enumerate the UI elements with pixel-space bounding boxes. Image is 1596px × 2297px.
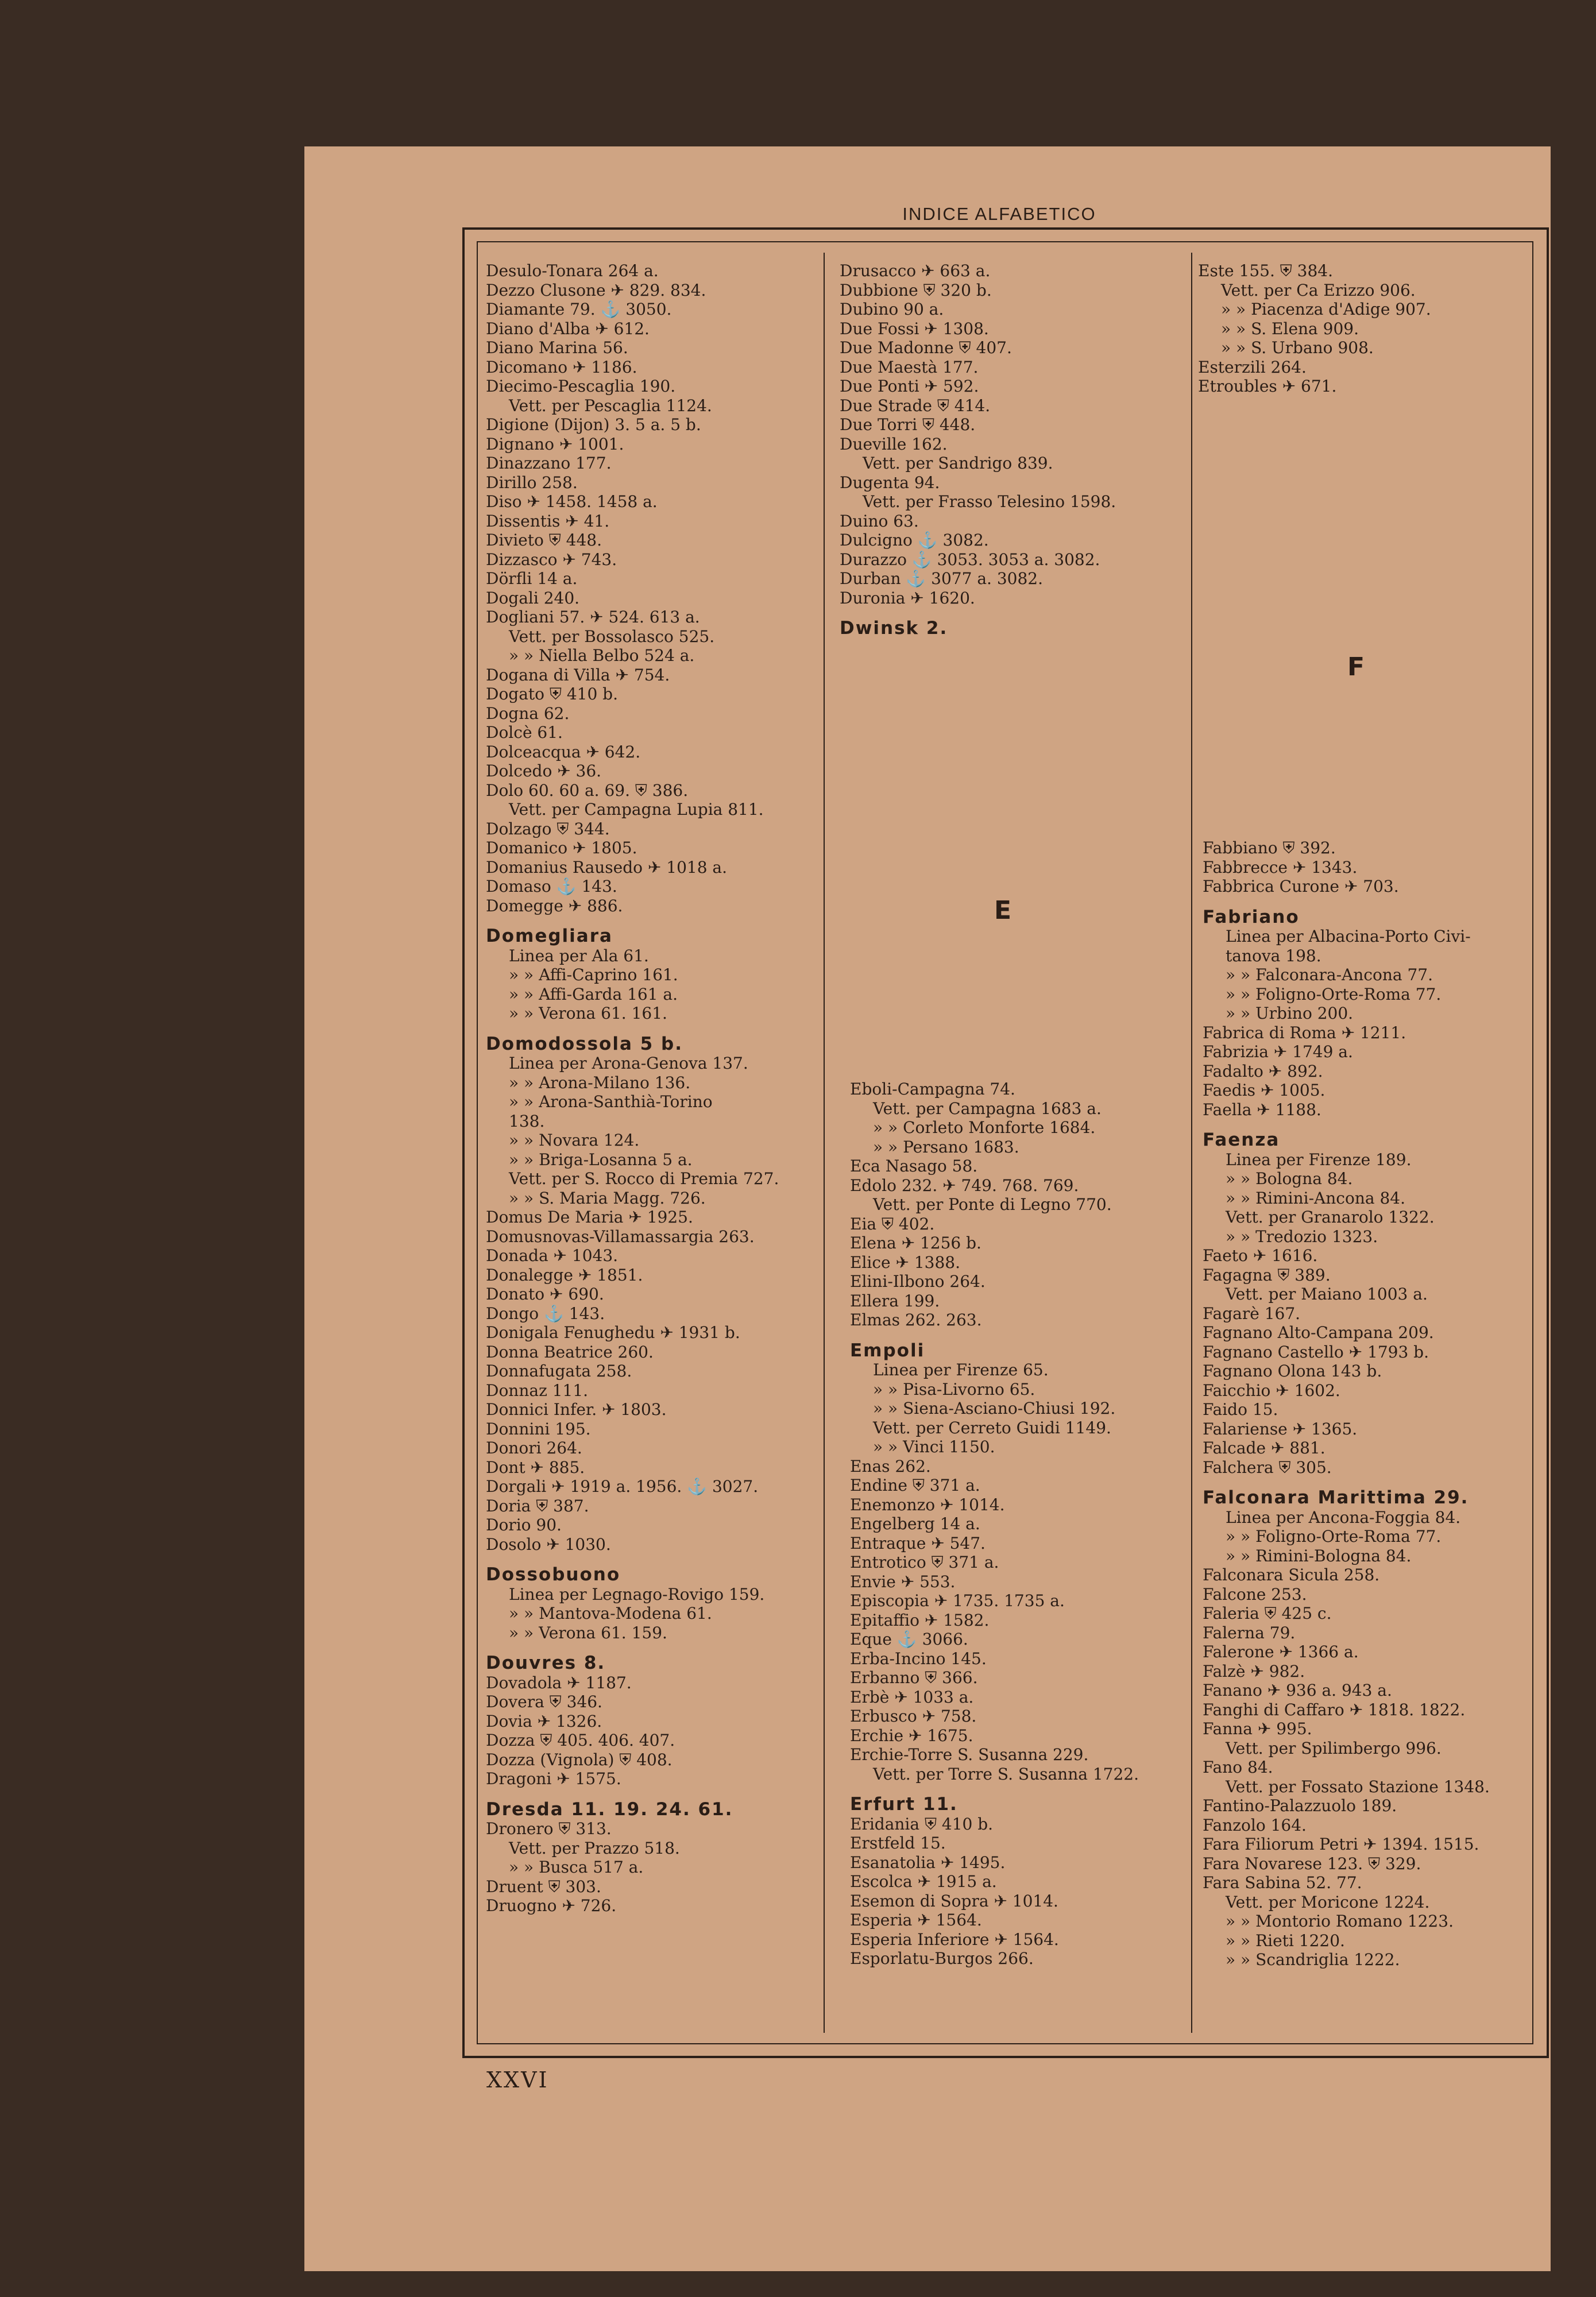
index-entry: Esterzili 264. bbox=[1198, 357, 1307, 377]
index-entry: Erbanno ⛨ 366. bbox=[850, 1668, 978, 1687]
index-entry: Falconara Sicula 258. bbox=[1203, 1565, 1380, 1584]
index-entry: Fanano ✈ 936 a. 943 a. bbox=[1203, 1681, 1392, 1700]
index-subentry: » » Scandriglia 1222. bbox=[1226, 1950, 1400, 1969]
index-entry: Falzè ✈ 982. bbox=[1203, 1661, 1305, 1681]
index-subentry: » » Piacenza d'Adige 907. bbox=[1221, 300, 1431, 319]
index-entry: Dolceacqua ✈ 642. bbox=[486, 742, 641, 761]
index-heading: Faenza bbox=[1203, 1130, 1280, 1150]
index-entry: Fabrizia ✈ 1749 a. bbox=[1203, 1042, 1353, 1061]
index-subentry: Vett. per Pescaglia 1124. bbox=[509, 396, 712, 415]
index-entry: Erba-Incino 145. bbox=[850, 1649, 987, 1668]
index-subentry: » » Niella Belbo 524 a. bbox=[509, 646, 695, 665]
index-subentry: » » Affi-Caprino 161. bbox=[509, 965, 678, 984]
column-3-bottom bbox=[1203, 838, 1541, 1970]
index-entry: Fagnano Olona 143 b. bbox=[1203, 1362, 1382, 1380]
index-entry: Erstfeld 15. bbox=[850, 1834, 946, 1853]
index-entry: Dubbione ⛨ 320 b. bbox=[840, 280, 992, 300]
index-entry: Dogna 62. bbox=[486, 703, 570, 723]
index-subentry: » » S. Elena 909. bbox=[1221, 319, 1359, 338]
index-entry: Entrotico ⛨ 371 a. bbox=[850, 1553, 999, 1572]
index-entry: Erchie ✈ 1675. bbox=[850, 1726, 973, 1745]
index-subentry: » » Persano 1683. bbox=[873, 1137, 1019, 1157]
index-entry: Dolcedo ✈ 36. bbox=[486, 761, 602, 780]
index-subentry: » » Siena-Asciano-Chiusi 192. bbox=[873, 1399, 1116, 1418]
index-entry: Donori 264. bbox=[486, 1438, 582, 1457]
index-entry: Duino 63. bbox=[840, 511, 919, 531]
index-entry: Due Strade ⛨ 414. bbox=[840, 396, 991, 415]
index-subentry: » » Rimini-Bologna 84. bbox=[1226, 1546, 1412, 1565]
index-entry: Falerone ✈ 1366 a. bbox=[1203, 1642, 1359, 1661]
index-entry: Falchera ⛨ 305. bbox=[1203, 1457, 1332, 1477]
index-entry: Dongo ⚓ 143. bbox=[486, 1304, 605, 1323]
index-entry: Eca Nasago 58. bbox=[850, 1157, 978, 1175]
index-subentry: » » Rieti 1220. bbox=[1226, 1931, 1345, 1950]
index-entry: Esperia ✈ 1564. bbox=[850, 1911, 982, 1929]
index-entry: Eboli-Campagna 74. bbox=[850, 1080, 1015, 1099]
index-heading: Falconara Marittima 29. bbox=[1203, 1487, 1469, 1508]
index-entry: Due Madonne ⛨ 407. bbox=[840, 338, 1012, 357]
index-entry: Eque ⚓ 3066. bbox=[850, 1630, 968, 1649]
index-entry: Divieto ⛨ 448. bbox=[486, 531, 602, 550]
index-entry: Druent ⛨ 303. bbox=[486, 1877, 601, 1896]
index-subentry: » » Urbino 200. bbox=[1226, 1004, 1354, 1023]
index-subentry: Linea per Firenze 189. bbox=[1226, 1150, 1412, 1169]
index-entry: Falariense ✈ 1365. bbox=[1203, 1419, 1358, 1438]
index-subentry: » » Affi-Garda 161 a. bbox=[509, 984, 678, 1004]
index-entry: Faicchio ✈ 1602. bbox=[1203, 1380, 1340, 1400]
column-2-bottom bbox=[850, 1080, 1172, 1969]
index-entry: Elini-Ilbono 264. bbox=[850, 1272, 986, 1291]
index-entry: Donna Beatrice 260. bbox=[486, 1342, 654, 1362]
index-entry: Endine ⛨ 371 a. bbox=[850, 1476, 980, 1495]
index-subentry: Vett. per Sandrigo 839. bbox=[863, 454, 1053, 473]
index-subentry: » » S. Urbano 908. bbox=[1221, 338, 1374, 357]
index-subentry: Vett. per Fossato Stazione 1348. bbox=[1226, 1777, 1490, 1796]
index-entry: Dolo 60. 60 a. 69. ⛨ 386. bbox=[486, 780, 689, 800]
index-entry: Dogliani 57. ✈ 524. 613 a. bbox=[486, 608, 700, 627]
index-entry: Domegge ✈ 886. bbox=[486, 896, 623, 915]
index-subentry: Linea per Legnago-Rovigo 159. bbox=[509, 1584, 765, 1604]
index-entry: Fabbiano ⛨ 392. bbox=[1203, 838, 1336, 857]
index-entry: Dragoni ✈ 1575. bbox=[486, 1769, 621, 1788]
index-entry: Etroubles ✈ 671. bbox=[1198, 377, 1337, 396]
index-entry: Dolcè 61. bbox=[486, 723, 563, 742]
index-entry: Due Torri ⛨ 448. bbox=[840, 415, 976, 434]
index-entry: Diso ✈ 1458. 1458 a. bbox=[486, 492, 658, 511]
column-2-top bbox=[840, 261, 1161, 639]
index-subentry: » » Verona 61. 159. bbox=[509, 1623, 667, 1642]
index-entry: Esanatolia ✈ 1495. bbox=[850, 1853, 1006, 1872]
index-heading: Empoli bbox=[850, 1340, 925, 1361]
index-entry: Faleria ⛨ 425 c. bbox=[1203, 1604, 1332, 1623]
index-subentry: » » Rimini-Ancona 84. bbox=[1226, 1188, 1406, 1208]
index-entry: Fano 84. bbox=[1203, 1758, 1273, 1777]
index-subentry: Linea per Ala 61. bbox=[509, 946, 649, 965]
index-subentry: Vett. per Ca Erizzo 906. bbox=[1221, 280, 1416, 300]
index-subentry: Vett. per Torre S. Susanna 1722. bbox=[873, 1764, 1139, 1784]
index-entry: Dorgali ✈ 1919 a. 1956. ⚓ 3027. bbox=[486, 1477, 759, 1496]
index-entry: Digione (Dijon) 3. 5 a. 5 b. bbox=[486, 415, 701, 434]
index-subentry: » » Foligno-Orte-Roma 77. bbox=[1226, 1527, 1442, 1546]
index-entry: Diamante 79. ⚓ 3050. bbox=[486, 300, 672, 319]
index-subentry: » » Pisa-Livorno 65. bbox=[873, 1379, 1035, 1399]
index-entry: Dirillo 258. bbox=[486, 473, 578, 492]
index-entry: Epitaffio ✈ 1582. bbox=[850, 1610, 990, 1630]
index-subentry: Linea per Albacina-Porto Civi- bbox=[1226, 927, 1471, 946]
index-entry: Due Ponti ✈ 592. bbox=[840, 377, 979, 396]
index-subentry: » » Arona-Santhià-Torino bbox=[509, 1092, 713, 1111]
index-entry: Falerna 79. bbox=[1203, 1623, 1296, 1642]
index-entry: Dizzasco ✈ 743. bbox=[486, 550, 617, 569]
index-subentry: Vett. per Bossolasco 525. bbox=[509, 627, 715, 646]
index-entry: Dugenta 94. bbox=[840, 473, 940, 492]
index-entry: Dogato ⛨ 410 b. bbox=[486, 685, 619, 703]
index-entry: Fagnano Castello ✈ 1793 b. bbox=[1203, 1342, 1429, 1362]
index-entry: Domaso ⚓ 143. bbox=[486, 877, 617, 896]
index-entry: Dronero ⛨ 313. bbox=[486, 1819, 612, 1838]
index-entry: Fabbrica Curone ✈ 703. bbox=[1203, 877, 1399, 896]
index-entry: Esporlatu-Burgos 266. bbox=[850, 1949, 1034, 1968]
index-entry: Ellera 199. bbox=[850, 1291, 940, 1310]
index-entry: Druogno ✈ 726. bbox=[486, 1896, 617, 1915]
index-heading: Domegliara bbox=[486, 926, 613, 946]
index-entry: Eridania ⛨ 410 b. bbox=[850, 1814, 994, 1834]
column-1 bbox=[486, 261, 807, 1916]
index-entry: Enemonzo ✈ 1014. bbox=[850, 1495, 1005, 1514]
index-subentry: » » Foligno-Orte-Roma 77. bbox=[1226, 984, 1442, 1004]
index-entry: Domanius Rausedo ✈ 1018 a. bbox=[486, 857, 728, 877]
index-entry: Fara Filiorum Petri ✈ 1394. 1515. bbox=[1203, 1835, 1479, 1854]
index-subentry: Vett. per Campagna Lupia 811. bbox=[509, 800, 764, 819]
index-entry: Dozza ⛨ 405. 406. 407. bbox=[486, 1731, 675, 1750]
index-subentry: Linea per Ancona-Foggia 84. bbox=[1226, 1507, 1461, 1527]
index-subentry: » » Vinci 1150. bbox=[873, 1437, 995, 1456]
index-entry: Engelberg 14 a. bbox=[850, 1514, 980, 1533]
section-letter-e: E bbox=[994, 896, 1012, 925]
index-entry: Fanghi di Caffaro ✈ 1818. 1822. bbox=[1203, 1700, 1466, 1719]
index-subentry: » » Falconara-Ancona 77. bbox=[1226, 965, 1433, 984]
index-entry: Donigala Fenughedu ✈ 1931 b. bbox=[486, 1323, 740, 1342]
index-subentry: tanova 198. bbox=[1226, 946, 1321, 965]
index-entry: Dueville 162. bbox=[840, 434, 948, 454]
index-subentry: Vett. per Granarolo 1322. bbox=[1226, 1208, 1435, 1227]
index-entry: Dovadola ✈ 1187. bbox=[486, 1673, 632, 1692]
column-rule bbox=[1191, 253, 1192, 2033]
index-subentry: Vett. per Frasso Telesino 1598. bbox=[863, 492, 1116, 511]
index-subentry: » » S. Maria Magg. 726. bbox=[509, 1188, 706, 1208]
index-subentry: » » Verona 61. 161. bbox=[509, 1004, 667, 1023]
index-entry: Dicomano ✈ 1186. bbox=[486, 357, 637, 377]
index-entry: Fabrica di Roma ✈ 1211. bbox=[1203, 1023, 1406, 1042]
index-entry: Faedis ✈ 1005. bbox=[1203, 1081, 1326, 1100]
index-heading: Douvres 8. bbox=[486, 1653, 606, 1673]
index-entry: Erchie-Torre S. Susanna 229. bbox=[850, 1745, 1089, 1764]
column-rule bbox=[824, 253, 825, 2033]
index-entry: Elice ✈ 1388. bbox=[850, 1252, 961, 1272]
index-entry: Erbè ✈ 1033 a. bbox=[850, 1687, 974, 1707]
index-subentry: Vett. per Cerreto Guidi 1149. bbox=[873, 1418, 1111, 1437]
index-heading: Domodossola 5 b. bbox=[486, 1033, 683, 1054]
index-entry: Fara Novarese 123. ⛨ 329. bbox=[1203, 1854, 1421, 1873]
index-entry: Fagarè 167. bbox=[1203, 1304, 1301, 1323]
index-entry: Domus De Maria ✈ 1925. bbox=[486, 1208, 693, 1227]
index-subentry: » » Briga-Losanna 5 a. bbox=[509, 1150, 693, 1169]
index-entry: Dissentis ✈ 41. bbox=[486, 511, 610, 531]
index-entry: Dörfli 14 a. bbox=[486, 569, 578, 588]
index-entry: Dogali 240. bbox=[486, 588, 580, 608]
index-entry: Episcopia ✈ 1735. 1735 a. bbox=[850, 1591, 1065, 1610]
index-entry: Doria ⛨ 387. bbox=[486, 1496, 589, 1515]
index-entry: Dulcigno ⚓ 3082. bbox=[840, 531, 989, 550]
index-entry: Entraque ✈ 547. bbox=[850, 1533, 986, 1553]
index-entry: Faella ✈ 1188. bbox=[1203, 1100, 1321, 1119]
index-subentry: 138. bbox=[509, 1111, 545, 1131]
index-entry: Due Fossi ✈ 1308. bbox=[840, 319, 989, 338]
index-entry: Dovia ✈ 1326. bbox=[486, 1711, 602, 1731]
index-subentry: » » Busca 517 a. bbox=[509, 1858, 644, 1877]
index-entry: Fara Sabina 52. 77. bbox=[1203, 1873, 1362, 1892]
index-entry: Donnafugata 258. bbox=[486, 1362, 632, 1380]
index-entry: Dolzago ⛨ 344. bbox=[486, 819, 610, 838]
index-entry: Dont ✈ 885. bbox=[486, 1457, 585, 1477]
index-subentry: Vett. per Campagna 1683 a. bbox=[873, 1099, 1102, 1118]
index-entry: Duronia ✈ 1620. bbox=[840, 588, 975, 608]
index-entry: Este 155. ⛨ 384. bbox=[1198, 261, 1334, 280]
index-entry: Dezzo Clusone ✈ 829. 834. bbox=[486, 280, 706, 300]
index-entry: Dosolo ✈ 1030. bbox=[486, 1534, 611, 1554]
index-entry: Donalegge ✈ 1851. bbox=[486, 1265, 643, 1285]
index-entry: Faido 15. bbox=[1203, 1400, 1278, 1419]
index-entry: Edolo 232. ✈ 749. 768. 769. bbox=[850, 1175, 1079, 1195]
index-entry: Fadalto ✈ 892. bbox=[1203, 1061, 1323, 1081]
index-entry: Fagagna ⛨ 389. bbox=[1203, 1265, 1331, 1285]
index-entry: Esperia Inferiore ✈ 1564. bbox=[850, 1929, 1059, 1949]
index-entry: Durban ⚓ 3077 a. 3082. bbox=[840, 569, 1043, 588]
index-subentry: Vett. per Moricone 1224. bbox=[1226, 1892, 1430, 1912]
index-subentry: Linea per Firenze 65. bbox=[873, 1360, 1049, 1379]
index-heading: Dresda 11. 19. 24. 61. bbox=[486, 1799, 733, 1820]
index-entry: Elena ✈ 1256 b. bbox=[850, 1233, 981, 1252]
index-entry: Due Maestà 177. bbox=[840, 357, 979, 377]
index-entry: Escolca ✈ 1915 a. bbox=[850, 1872, 997, 1891]
index-entry: Durazzo ⚓ 3053. 3053 a. 3082. bbox=[840, 550, 1100, 569]
index-subentry: » » Mantova-Modena 61. bbox=[509, 1604, 712, 1623]
index-subentry: Vett. per Prazzo 518. bbox=[509, 1838, 680, 1858]
index-entry: Elmas 262. 263. bbox=[850, 1310, 982, 1329]
index-heading: Erfurt 11. bbox=[850, 1794, 958, 1815]
index-entry: Diano d'Alba ✈ 612. bbox=[486, 319, 650, 338]
index-entry: Donnici Infer. ✈ 1803. bbox=[486, 1400, 667, 1419]
index-entry: Dinazzano 177. bbox=[486, 454, 612, 473]
index-entry: Falcade ✈ 881. bbox=[1203, 1438, 1326, 1457]
index-entry: Fantino-Palazzuolo 189. bbox=[1203, 1796, 1397, 1815]
index-entry: Donnaz 111. bbox=[486, 1380, 589, 1400]
column-3-top bbox=[1198, 261, 1520, 396]
page-number: XXVI bbox=[486, 2067, 549, 2093]
index-entry: Donada ✈ 1043. bbox=[486, 1246, 619, 1265]
index-entry: Eia ⛨ 402. bbox=[850, 1214, 935, 1233]
index-entry: Domusnovas-Villamassargia 263. bbox=[486, 1227, 755, 1246]
index-heading: Dwinsk 2. bbox=[840, 618, 948, 639]
index-subentry: Linea per Arona-Genova 137. bbox=[509, 1054, 748, 1073]
index-entry: Desulo-Tonara 264 a. bbox=[486, 261, 659, 280]
section-letter-f: F bbox=[1347, 652, 1365, 682]
index-subentry: » » Bologna 84. bbox=[1226, 1169, 1353, 1188]
index-subentry: » » Corleto Monforte 1684. bbox=[873, 1118, 1096, 1137]
index-entry: Dogana di Villa ✈ 754. bbox=[486, 665, 670, 685]
index-entry: Drusacco ✈ 663 a. bbox=[840, 261, 991, 280]
index-entry: Faeto ✈ 1616. bbox=[1203, 1246, 1318, 1265]
index-subentry: Vett. per S. Rocco di Premia 727. bbox=[509, 1169, 779, 1188]
index-entry: Domanico ✈ 1805. bbox=[486, 838, 637, 857]
index-entry: Fanna ✈ 995. bbox=[1203, 1719, 1312, 1738]
index-entry: Dorio 90. bbox=[486, 1515, 562, 1534]
index-entry: Donato ✈ 690. bbox=[486, 1285, 604, 1304]
index-heading: Dossobuono bbox=[486, 1564, 621, 1585]
index-entry: Diano Marina 56. bbox=[486, 338, 628, 357]
index-entry: Enas 262. bbox=[850, 1456, 931, 1476]
index-entry: Dovera ⛨ 346. bbox=[486, 1692, 602, 1711]
index-subentry: » » Novara 124. bbox=[509, 1131, 640, 1150]
index-entry: Diecimo-Pescaglia 190. bbox=[486, 377, 676, 396]
index-subentry: » » Tredozio 1323. bbox=[1226, 1227, 1378, 1246]
index-entry: Erbusco ✈ 758. bbox=[850, 1707, 977, 1726]
index-entry: Esemon di Sopra ✈ 1014. bbox=[850, 1891, 1058, 1911]
index-subentry: » » Arona-Milano 136. bbox=[509, 1073, 691, 1092]
index-entry: Dignano ✈ 1001. bbox=[486, 434, 624, 454]
index-entry: Fabbrecce ✈ 1343. bbox=[1203, 857, 1358, 877]
index-entry: Falcone 253. bbox=[1203, 1584, 1307, 1604]
index-heading: Fabriano bbox=[1203, 906, 1300, 927]
index-subentry: Vett. per Maiano 1003 a. bbox=[1226, 1285, 1428, 1304]
index-entry: Donnini 195. bbox=[486, 1419, 591, 1438]
index-entry: Envie ✈ 553. bbox=[850, 1572, 956, 1591]
page-header: INDICE ALFABETICO bbox=[902, 204, 1096, 224]
index-subentry: Vett. per Spilimbergo 996. bbox=[1226, 1738, 1442, 1758]
index-subentry: Vett. per Ponte di Legno 770. bbox=[873, 1195, 1112, 1214]
index-entry: Fanzolo 164. bbox=[1203, 1815, 1307, 1835]
index-subentry: » » Montorio Romano 1223. bbox=[1226, 1912, 1454, 1931]
index-entry: Fagnano Alto-Campana 209. bbox=[1203, 1323, 1434, 1342]
index-entry: Dubino 90 a. bbox=[840, 300, 944, 319]
index-entry: Dozza (Vignola) ⛨ 408. bbox=[486, 1750, 673, 1769]
